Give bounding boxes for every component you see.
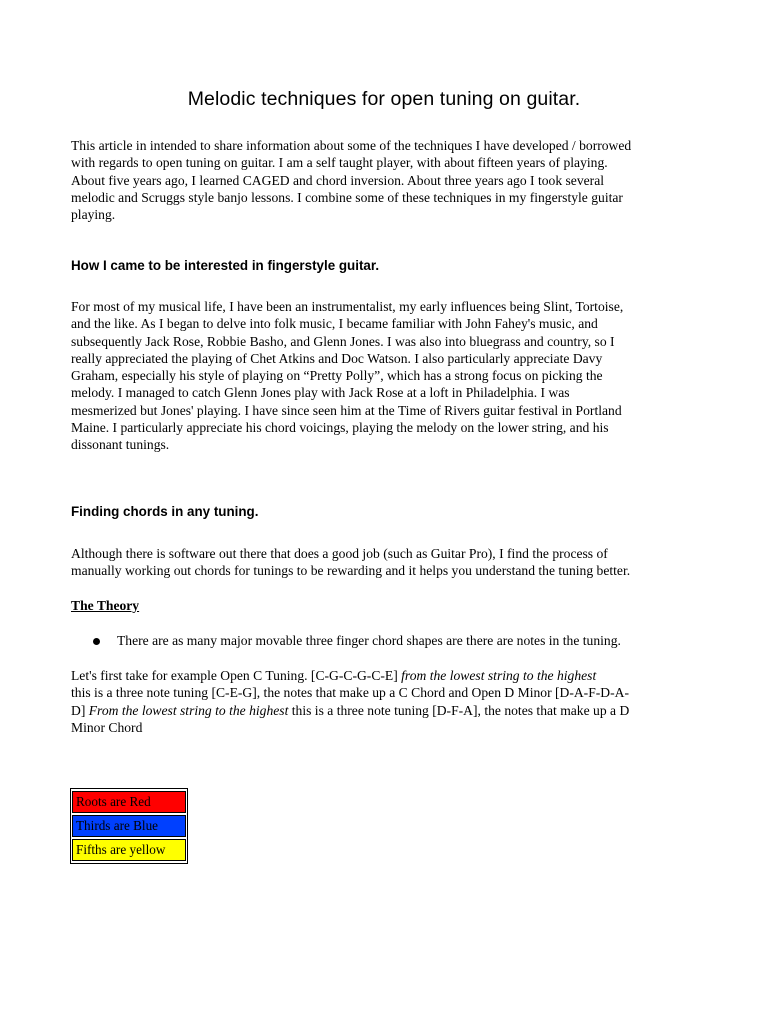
theory-heading: The Theory [71, 598, 140, 613]
section-heading-chords: Finding chords in any tuning. [71, 504, 259, 519]
document-title: Melodic techniques for open tuning on guitar. [187, 88, 581, 110]
paragraph-line: and the like. As I began to delve into folk music, I became familiar with John Fahey's music, and [71, 316, 598, 332]
paragraph-line: Although there is software out there that does a good job (such as Guitar Pro), I find the process of [71, 546, 608, 561]
chords-paragraph [71, 545, 701, 580]
paragraph-line: melody. I managed to catch Glenn Jones play with Jack Rose at a loft in Philadelphia. I was [71, 385, 570, 401]
intro-paragraph [71, 137, 701, 223]
paragraph-line: subsequently Jack Rose, Robbie Basho, and Glenn Jones. I was also into bluegrass and country, so I [71, 333, 615, 349]
example-paragraph [71, 667, 711, 736]
paragraph-line [71, 702, 711, 719]
paragraph-line [71, 667, 711, 684]
paragraph-line: dissonant tunings. [71, 437, 170, 453]
legend-roots-cell: Roots are Red [72, 791, 186, 813]
fingerstyle-paragraph [71, 298, 701, 454]
example-italic: from the lowest string to the highest [401, 668, 597, 683]
paragraph-line: really appreciated the playing of Chet Atkins and Doc Watson. I also particularly appreciate Davy [71, 350, 603, 366]
intro-line: playing. [71, 207, 116, 223]
paragraph-line: manually working out chords for tunings to be rewarding and it helps you understand the tuning better. [71, 563, 631, 579]
intro-line: with regards to open tuning on guitar. I am a self taught player, with about fifteen years of playing. [71, 155, 608, 171]
section-heading-fingerstyle: How I came to be interested in fingerstyle guitar. [71, 258, 380, 273]
paragraph-line: Minor Chord [71, 719, 143, 735]
paragraph-line: this is a three note tuning [C-E-G], the notes that make up a C Chord and Open D Minor [D-A-F-D-A- [71, 685, 629, 701]
example-text: this is a three note tuning [D-F-A], the notes that make up a D [288, 702, 630, 718]
paragraph-line: Graham, especially his style of playing on “Pretty Polly”, which has a strong focus on picking the [71, 368, 603, 384]
example-text: D] [71, 702, 89, 718]
intro-line: melodic and Scruggs style banjo lessons. I combine some of these techniques in my fingerstyle guitar [71, 189, 623, 205]
paragraph-line: Maine. I particularly appreciate his chord voicings, playing the melody on the lower string, and his [71, 420, 609, 436]
legend-thirds-cell: Thirds are Blue [72, 815, 186, 837]
legend-fifths-cell: Fifths are yellow [72, 839, 186, 861]
color-legend-table [70, 788, 188, 864]
example-text: Let's first take for example Open C Tuning. [C-G-C-G-C-E] [71, 668, 402, 683]
paragraph-line: mesmerized but Jones' playing. I have since seen him at the Time of Rivers guitar festival in Portland [71, 402, 622, 418]
paragraph-line: For most of my musical life, I have been an instrumentalist, my early influences being Slint, Tortoise, [71, 299, 624, 314]
bullet-text: There are as many major movable three finger chord shapes are there are notes in the tuning. [117, 633, 621, 648]
intro-line: About five years ago, I learned CAGED and chord inversion. About three years ago I took several [71, 172, 605, 188]
example-italic: From the lowest string to the highest [88, 702, 289, 718]
bullet-icon [93, 638, 100, 645]
intro-line: This article in intended to share information about some of the techniques I have developed / borrowed [71, 138, 632, 153]
